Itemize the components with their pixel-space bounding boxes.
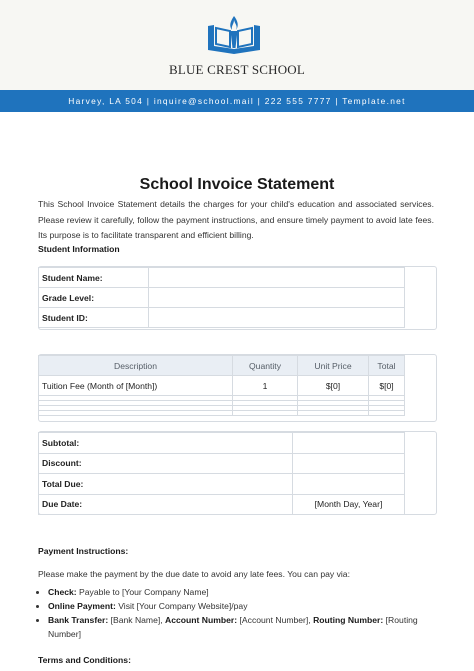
check-text: Payable to [Your Company Name] [79, 587, 209, 597]
list-item [48, 599, 448, 613]
table-row [39, 453, 405, 474]
school-name: BLUE CREST SCHOOL [168, 62, 306, 77]
totals-table [38, 432, 405, 515]
table-row [39, 288, 405, 308]
letterhead [0, 0, 474, 90]
table-row [39, 474, 405, 495]
item-quantity: 1 [233, 376, 298, 396]
due-date-value: [Month Day, Year] [293, 494, 405, 515]
intro-paragraph: This School Invoice Statement details the charges for your child's education and associated services. Please review it carefully, follow the payment instructions, and ensure timely payment to avoid late fees. Its purpose is to facilitate transparent and efficient billing. [38, 199, 434, 240]
subtotal-value [293, 433, 405, 454]
table-row [39, 494, 405, 515]
column-header-description: Description [39, 356, 233, 376]
payment-intro: Please make the payment by the due date to avoid any late fees. You can pay via: [38, 569, 350, 579]
online-payment-label: Online Payment: [48, 601, 116, 611]
column-header-total: Total [369, 356, 405, 376]
account-number-label: Account Number: [165, 615, 238, 625]
student-id-value[interactable] [149, 308, 405, 328]
routing-number-text: [Routing Number] [48, 615, 418, 639]
column-header-unit-price: Unit Price [298, 356, 369, 376]
terms-heading: Terms and Conditions: [38, 655, 131, 665]
student-name-label: Student Name: [39, 268, 149, 288]
document-title: School Invoice Statement [139, 176, 335, 193]
total-due-label: Total Due: [39, 474, 293, 495]
payment-methods-list [38, 585, 448, 641]
student-id-label: Student ID: [39, 308, 149, 328]
payment-heading: Payment Instructions: [38, 546, 129, 556]
item-description: Tuition Fee (Month of [Month]) [39, 376, 233, 396]
account-number-text: [Account Number], [239, 615, 311, 625]
student-info-table [38, 267, 405, 328]
items-table [38, 355, 405, 416]
table-row [39, 376, 405, 396]
discount-value [293, 453, 405, 474]
items-header-row [39, 356, 405, 376]
table-row [39, 268, 405, 288]
due-date-label: Due Date: [39, 494, 293, 515]
student-name-value[interactable] [149, 268, 405, 288]
item-unit-price: $[0] [298, 376, 369, 396]
subtotal-label: Subtotal: [39, 433, 293, 454]
total-due-value [293, 474, 405, 495]
grade-level-label: Grade Level: [39, 288, 149, 308]
table-row [39, 433, 405, 454]
student-info-heading: Student Information [38, 244, 120, 254]
table-row [39, 411, 405, 416]
list-item [48, 613, 448, 641]
grade-level-value[interactable] [149, 288, 405, 308]
bank-transfer-text: [Bank Name], [110, 615, 163, 625]
bank-transfer-label: Bank Transfer: [48, 615, 109, 625]
column-header-quantity: Quantity [233, 356, 298, 376]
routing-number-label: Routing Number: [313, 615, 384, 625]
discount-label: Discount: [39, 453, 293, 474]
item-total: $[0] [369, 376, 405, 396]
contact-band: Harvey, LA 504 | inquire@school.mail | 222 555 7777 | Template.net [0, 90, 474, 112]
check-label: Check: [48, 587, 77, 597]
list-item [48, 585, 448, 599]
table-row [39, 308, 405, 328]
torch-book-icon [204, 14, 264, 58]
online-payment-text: Visit [Your Company Website]/pay [118, 601, 248, 611]
